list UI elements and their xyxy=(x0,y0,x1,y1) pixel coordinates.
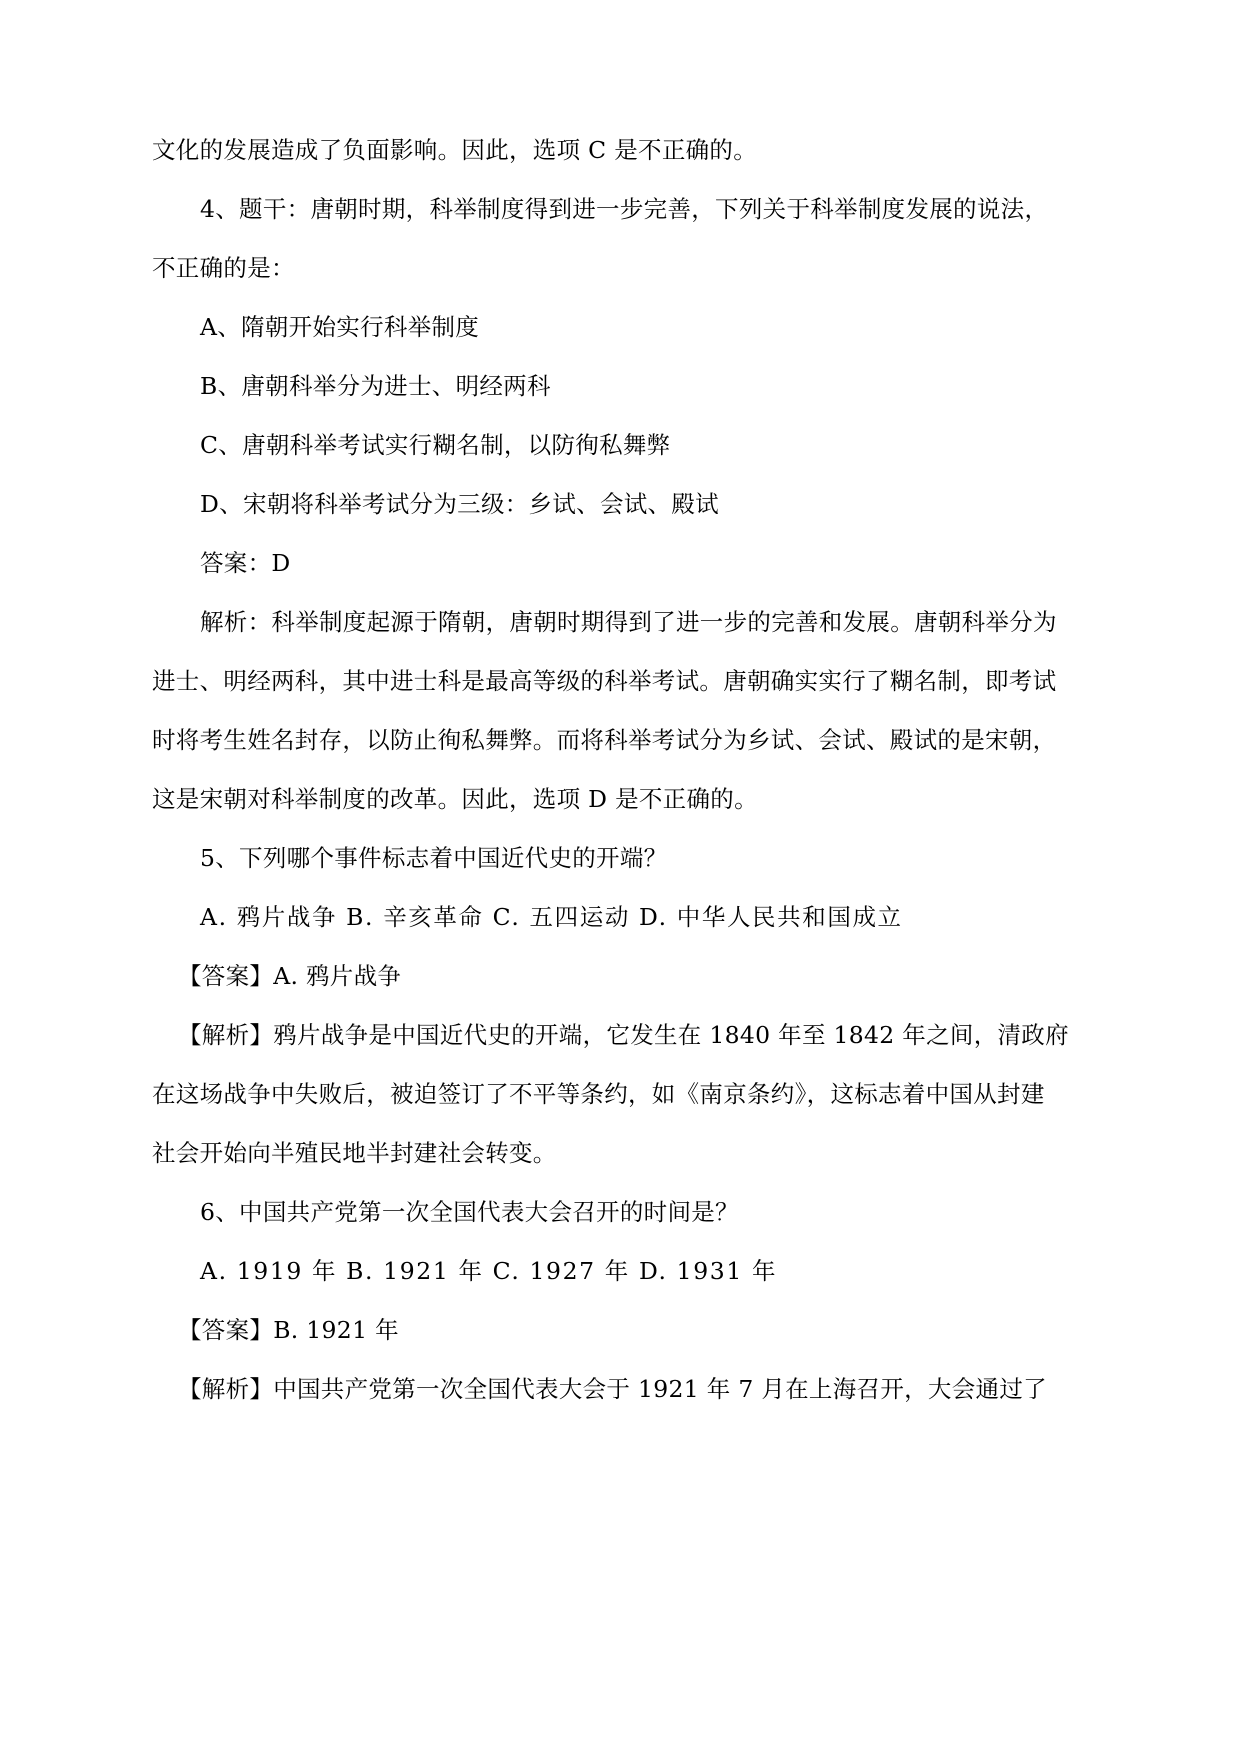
question-4-option-a: A、隋朝开始实行科举制度 xyxy=(200,313,480,341)
question-4-analysis-cont-3: 这是宋朝对科举制度的改革。因此，选项 D 是不正确的。 xyxy=(152,785,758,813)
question-5-analysis: 【解析】鸦片战争是中国近代史的开端，它发生在 1840 年至 1842 年之间，清政府 xyxy=(178,1021,1069,1049)
question-6-options: A. 1919 年 B. 1921 年 C. 1927 年 D. 1931 年 xyxy=(200,1257,778,1285)
question-4-answer: 答案：D xyxy=(200,549,291,577)
question-5-analysis-cont-2: 社会开始向半殖民地半封建社会转变。 xyxy=(152,1139,557,1167)
question-4-option-d: D、宋朝将科举考试分为三级：乡试、会试、殿试 xyxy=(200,490,719,518)
question-4-analysis: 解析：科举制度起源于隋朝，唐朝时期得到了进一步的完善和发展。唐朝科举分为 xyxy=(200,608,1057,636)
question-4-analysis-cont-2: 时将考生姓名封存，以防止徇私舞弊。而将科举考试分为乡试、会试、殿试的是宋朝， xyxy=(152,726,1057,754)
question-4-option-b: B、唐朝科举分为进士、明经两科 xyxy=(200,372,551,400)
question-5-options: A. 鸦片战争 B. 辛亥革命 C. 五四运动 D. 中华人民共和国成立 xyxy=(200,903,903,931)
question-4-stem-cont: 不正确的是： xyxy=(152,254,295,282)
question-5-stem: 5、下列哪个事件标志着中国近代史的开端？ xyxy=(200,844,668,872)
question-4-option-c: C、唐朝科举考试实行糊名制，以防徇私舞弊 xyxy=(200,431,671,459)
question-6-stem: 6、中国共产党第一次全国代表大会召开的时间是？ xyxy=(200,1198,739,1226)
question-6-answer: 【答案】B. 1921 年 xyxy=(178,1316,399,1344)
question-6-analysis: 【解析】中国共产党第一次全国代表大会于 1921 年 7 月在上海召开，大会通过了 xyxy=(178,1375,1047,1403)
question-4-analysis-cont-1: 进士、明经两科，其中进士科是最高等级的科举考试。唐朝确实实行了糊名制，即考试 xyxy=(152,667,1057,695)
text-line-1: 文化的发展造成了负面影响。因此，选项 C 是不正确的。 xyxy=(152,136,758,164)
question-5-answer: 【答案】A. 鸦片战争 xyxy=(178,962,402,990)
question-4-stem: 4、题干：唐朝时期，科举制度得到进一步完善，下列关于科举制度发展的说法， xyxy=(200,195,1049,223)
question-5-analysis-cont-1: 在这场战争中失败后，被迫签订了不平等条约，如《南京条约》，这标志着中国从封建 xyxy=(152,1080,1045,1108)
